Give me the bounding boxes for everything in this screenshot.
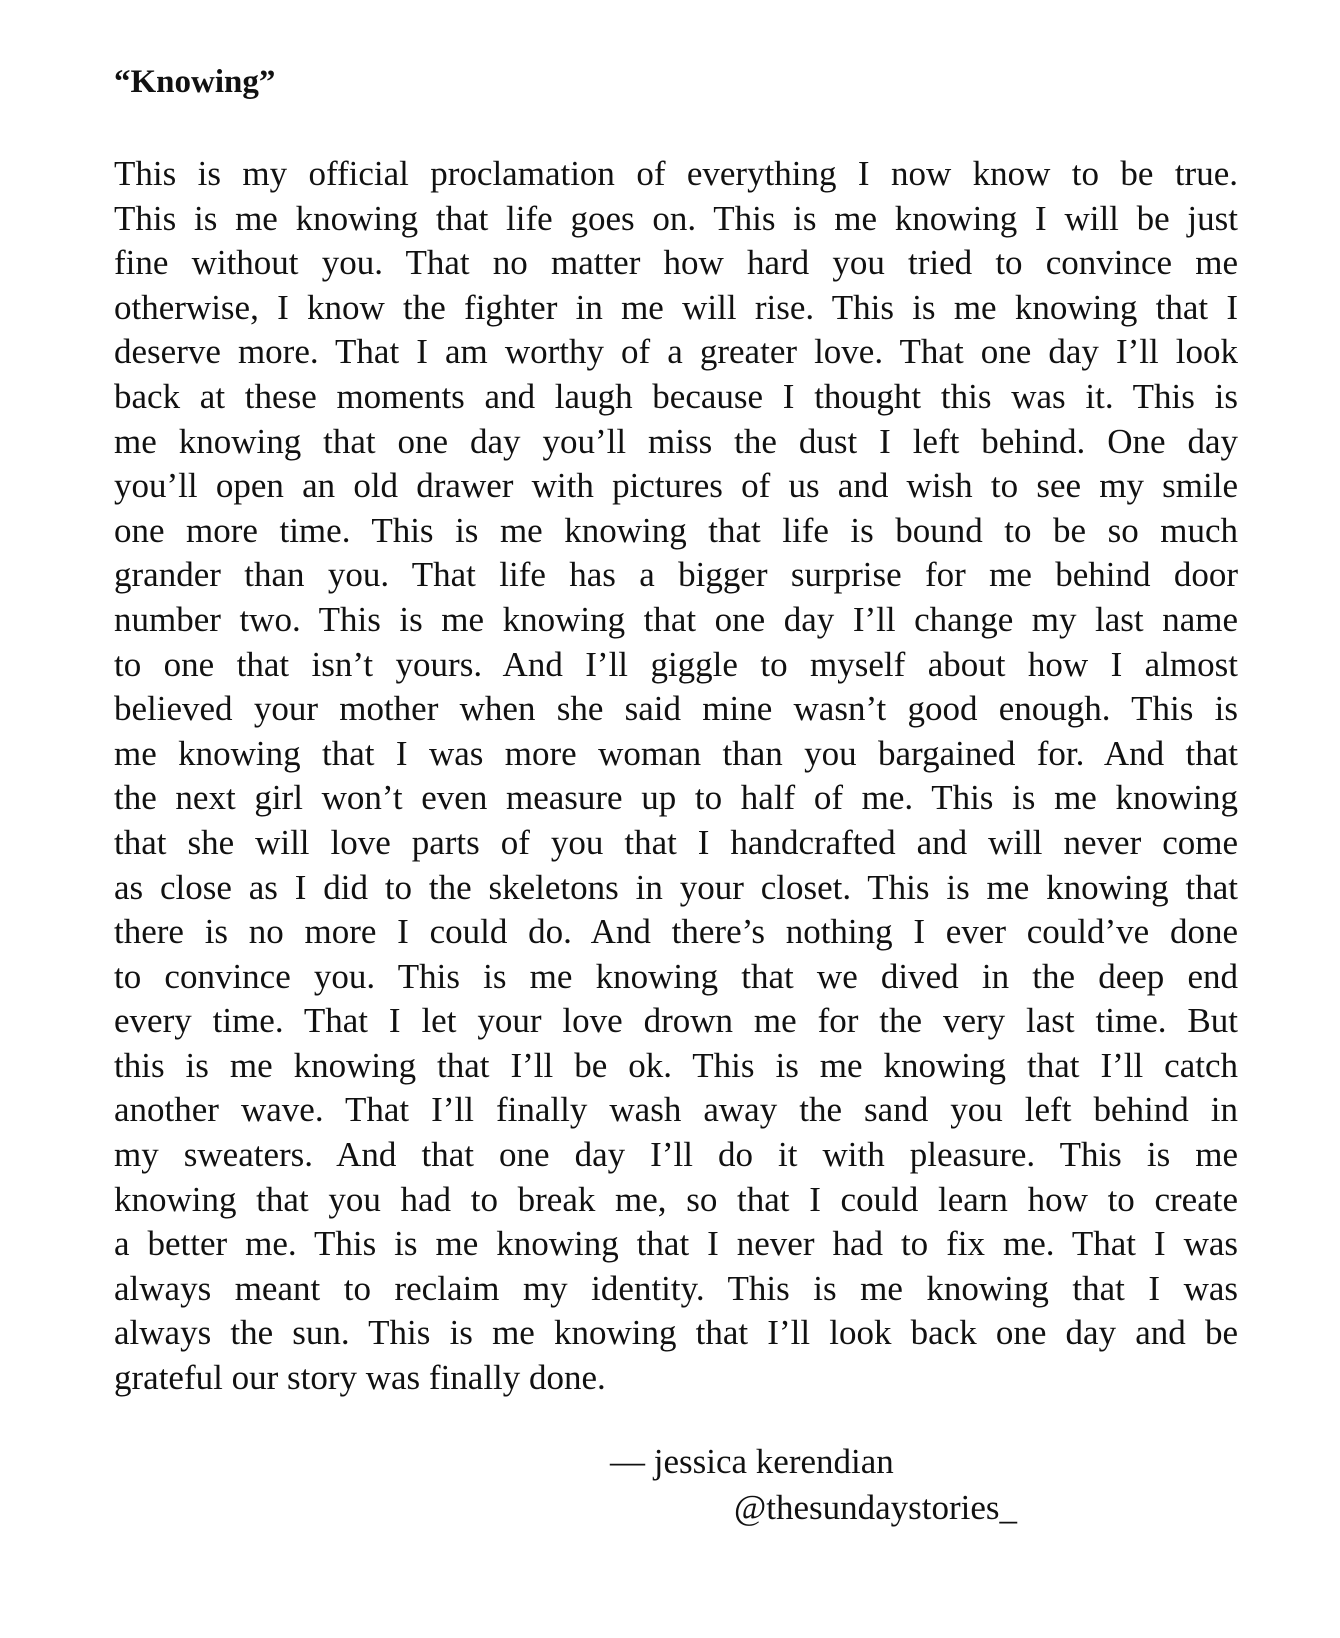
- poem-title: “Knowing”: [114, 64, 276, 100]
- poem-line: to convince you. This is me knowing that we dived in the deep end: [114, 956, 1238, 996]
- poem-line: This is my official proclamation of everything I now know to be true.: [114, 154, 1238, 193]
- poem-line: This is me knowing that life goes on. This is me knowing I will be just: [114, 198, 1238, 238]
- poem-line: me knowing that I was more woman than you bargained for. And that: [114, 733, 1238, 773]
- poem-body: [114, 152, 1238, 1401]
- poem-line: number two. This is me knowing that one day I’ll change my last name: [114, 599, 1238, 639]
- poem-line: otherwise, I know the fighter in me will rise. This is me knowing that I: [114, 287, 1238, 327]
- poem-line: the next girl won’t even measure up to half of me. This is me knowing: [114, 778, 1238, 818]
- poem-line: me knowing that one day you’ll miss the dust I left behind. One day: [114, 421, 1238, 461]
- poem-line: that she will love parts of you that I handcrafted and will never come: [114, 822, 1238, 862]
- poem-line: fine without you. That no matter how hard you tried to convince me: [114, 243, 1238, 283]
- poem-line: knowing that you had to break me, so that I could learn how to create: [114, 1179, 1238, 1219]
- poem-line: my sweaters. And that one day I’ll do it with pleasure. This is me: [114, 1135, 1238, 1175]
- poem-line: always meant to reclaim my identity. This is me knowing that I was: [114, 1268, 1238, 1308]
- author-signature: — jessica kerendian: [610, 1442, 894, 1481]
- poem-line: deserve more. That I am worthy of a greater love. That one day I’ll look: [114, 332, 1238, 372]
- poem-line: back at these moments and laugh because I thought this was it. This is: [114, 376, 1238, 416]
- poem-line: you’ll open an old drawer with pictures of us and wish to see my smile: [114, 466, 1238, 506]
- poem-line-last: grateful our story was finally done.: [114, 1358, 606, 1398]
- poem-line: believed your mother when she said mine wasn’t good enough. This is: [114, 689, 1238, 729]
- poem-line: there is no more I could do. And there’s nothing I ever could’ve done: [114, 912, 1238, 952]
- poem-line: one more time. This is me knowing that life is bound to be so much: [114, 510, 1238, 550]
- poem-line: grander than you. That life has a bigger surprise for me behind door: [114, 555, 1238, 595]
- author-handle: @thesundaystories_: [734, 1488, 1018, 1527]
- poem-line: a better me. This is me knowing that I never had to fix me. That I was: [114, 1224, 1238, 1264]
- poem-line: to one that isn’t yours. And I’ll giggle to myself about how I almost: [114, 644, 1238, 684]
- poem-line: as close as I did to the skeletons in your closet. This is me knowing that: [114, 867, 1238, 907]
- poem-line: always the sun. This is me knowing that I’ll look back one day and be: [114, 1313, 1238, 1353]
- poem-line: another wave. That I’ll finally wash away the sand you left behind in: [114, 1090, 1238, 1130]
- poem-line: every time. That I let your love drown me for the very last time. But: [114, 1001, 1238, 1041]
- poem-line: this is me knowing that I’ll be ok. This is me knowing that I’ll catch: [114, 1045, 1238, 1085]
